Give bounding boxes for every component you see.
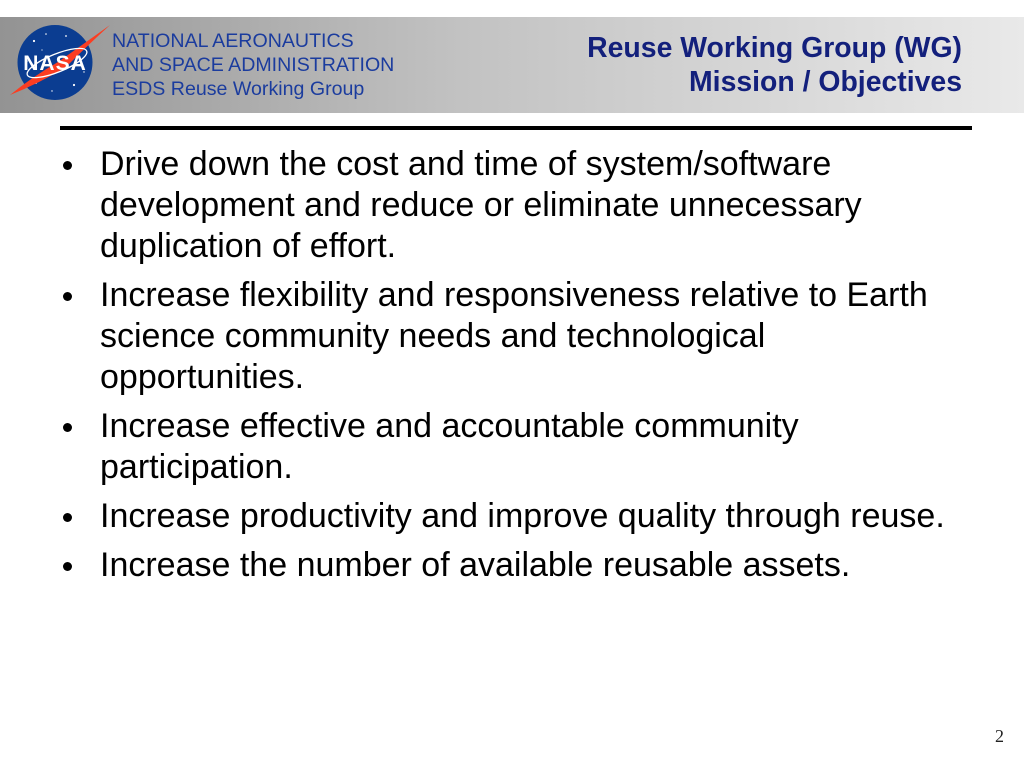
slide-header xyxy=(0,17,1024,113)
bullet-icon xyxy=(63,513,72,522)
org-line-group: ESDS Reuse Working Group xyxy=(112,78,365,100)
organization-name xyxy=(112,29,394,101)
org-line-agency-cont: AND SPACE ADMINISTRATION xyxy=(112,54,395,76)
bullet-text: Increase productivity and improve quality through reuse. xyxy=(100,497,945,535)
page-number: 2 xyxy=(995,726,1004,746)
bullet-item xyxy=(62,545,962,586)
slide-subtitle-line: Mission / Objectives xyxy=(689,66,962,98)
bullet-icon xyxy=(63,562,72,571)
bullet-item xyxy=(62,496,962,537)
bullet-text: Drive down the cost and time of system/software development and reduce or eliminate unnecessary duplication of effort. xyxy=(100,145,862,265)
logo-star xyxy=(65,35,67,37)
bullet-text: Increase flexibility and responsiveness relative to Earth science community needs and technological opportunities. xyxy=(100,276,928,396)
bullet-item xyxy=(62,144,962,267)
bullet-item xyxy=(62,275,962,398)
logo-star xyxy=(33,40,35,42)
bullet-list xyxy=(62,144,962,586)
bullet-icon xyxy=(63,292,72,301)
org-line-agency: NATIONAL AERONAUTICS xyxy=(112,30,354,52)
bullet-text: Increase effective and accountable community participation. xyxy=(100,407,799,486)
title-divider xyxy=(60,126,972,130)
logo-star xyxy=(51,90,52,91)
bullet-icon xyxy=(63,423,72,432)
bullet-item xyxy=(62,406,962,488)
logo-text: NASA xyxy=(23,52,87,75)
bullet-text: Increase the number of available reusable assets. xyxy=(100,546,851,584)
logo-star xyxy=(73,84,75,86)
logo-star xyxy=(41,49,42,50)
slide-title-line: Reuse Working Group (WG) xyxy=(587,32,962,64)
bullet-icon xyxy=(63,161,72,170)
slide-title xyxy=(587,31,962,99)
logo-star xyxy=(45,33,47,35)
nasa-logo-icon xyxy=(0,17,115,113)
